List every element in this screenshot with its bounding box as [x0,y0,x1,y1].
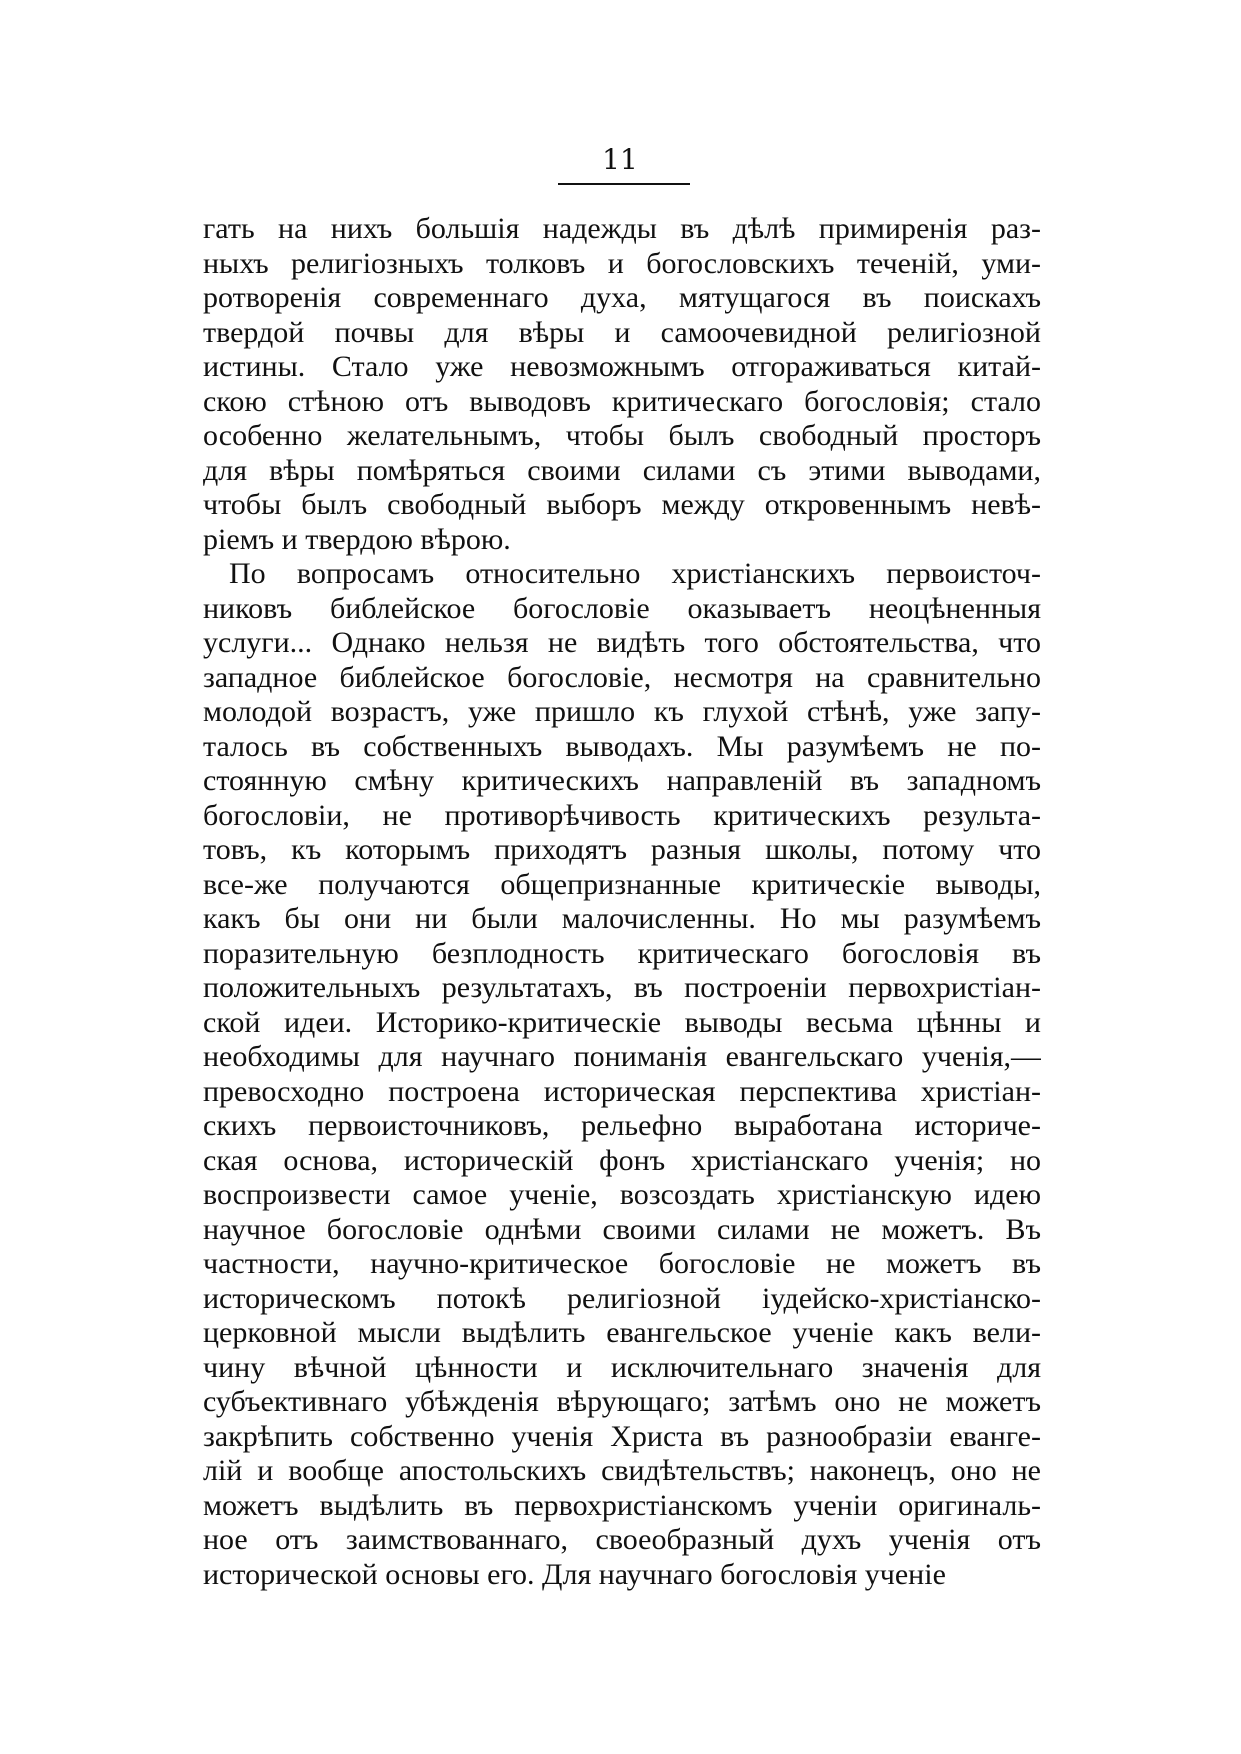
text-line: научное богословіе однѣми своими силами не можетъ. Въ [203,1212,1041,1246]
text-line: ное отъ заимствованнаго, своеобразный духъ ученія отъ [203,1523,1041,1556]
text-line: чину вѣчной цѣнности и исключительнаго значенія для [203,1350,1041,1384]
page-number: 11 [602,143,638,176]
text-line: лій и вообще апостольскихъ свидѣтельствъ; наконецъ, оно не [203,1454,1041,1487]
text-line: положительныхъ результатахъ, въ построеніи первохристіан- [203,971,1041,1004]
text-line: товъ, къ которымъ приходятъ разныя школы, потому что [203,833,1041,866]
text-line: для вѣры помѣряться своими силами съ этими выводами, [203,453,1041,487]
text-line: необходимы для научнаго пониманія евангельскаго ученія,— [203,1040,1041,1073]
body-text [203,212,1041,1592]
paragraph-1 [203,212,1041,557]
text-line: поразительную безплодность критическаго богословія въ [203,936,1041,970]
text-line: истины. Стало уже невозможнымъ отгораживаться китай- [203,350,1041,383]
text-line: воспроизвести самое ученіе, возсоздать христіанскую идею [203,1178,1041,1211]
text-line: скихъ первоисточниковъ, рельефно выработана историче- [203,1109,1041,1142]
text-line: превосходно построена историческая перспектива христіан- [203,1074,1041,1108]
text-line: какъ бы они ни были малочисленны. Но мы разумѣемъ [203,902,1041,935]
text-line: ныхъ религіозныхъ толковъ и богословскихъ теченій, уми- [203,246,1041,280]
text-line: западное библейское богословіе, несмотря на сравнительно [203,660,1041,694]
text-line: никовъ библейское богословіе оказываетъ неоцѣненныя [203,591,1041,625]
text-line: молодой возрастъ, уже пришло къ глухой стѣнѣ, уже запу- [203,695,1041,728]
text-line: ротворенія современнаго духа, мятущагося въ поискахъ [203,281,1041,314]
text-line: церковной мысли выдѣлить евангельское ученіе какъ вели- [203,1316,1041,1349]
text-line: гать на нихъ большія надежды въ дѣлѣ примиренія раз- [203,212,1041,245]
text-line: скою стѣною отъ выводовъ критическаго богословія; стало [203,384,1041,418]
text-line: исторической основы его. Для научнаго богословія ученіе [203,1557,946,1591]
text-line: стоянную смѣну критическихъ направленій въ западномъ [203,764,1041,797]
page-number-rule [558,183,690,185]
text-line: ской идеи. Историко-критическіе выводы весьма цѣнны и [203,1005,1041,1039]
text-line: закрѣпить собственно ученія Христа въ разнообразіи еванге- [203,1419,1041,1453]
text-line: По вопросамъ относительно христіанскихъ первоисточ- [229,557,1041,590]
text-line: твердой почвы для вѣры и самоочевидной религіозной [203,315,1041,349]
text-line: все-же получаются общепризнанные критическіе выводы, [203,867,1041,901]
text-line: историческомъ потокѣ религіозной іудейско-христіанско- [203,1281,1041,1315]
text-line: можетъ выдѣлить въ первохристіанскомъ ученіи оригиналь- [203,1488,1041,1522]
text-line: субъективнаго убѣжденія вѣрующаго; затѣмъ оно не можетъ [203,1385,1041,1418]
paragraph-2 [203,557,1041,1592]
text-line: ская основа, историческій фонъ христіанскаго ученія; но [203,1143,1041,1177]
text-line: услуги... Однако нельзя не видѣть того обстоятельства, что [203,626,1041,659]
text-line: богословіи, не противорѣчивость критическихъ результа- [203,798,1041,832]
text-line: ріемъ и твердою вѣрою. [203,522,511,556]
text-line: талось въ собственныхъ выводахъ. Мы разумѣемъ не по- [203,729,1041,763]
text-line: частности, научно-критическое богословіе не можетъ въ [203,1247,1041,1280]
text-line: особенно желательнымъ, чтобы былъ свободный просторъ [203,419,1041,452]
text-line: чтобы былъ свободный выборъ между откровеннымъ невѣ- [203,488,1041,521]
